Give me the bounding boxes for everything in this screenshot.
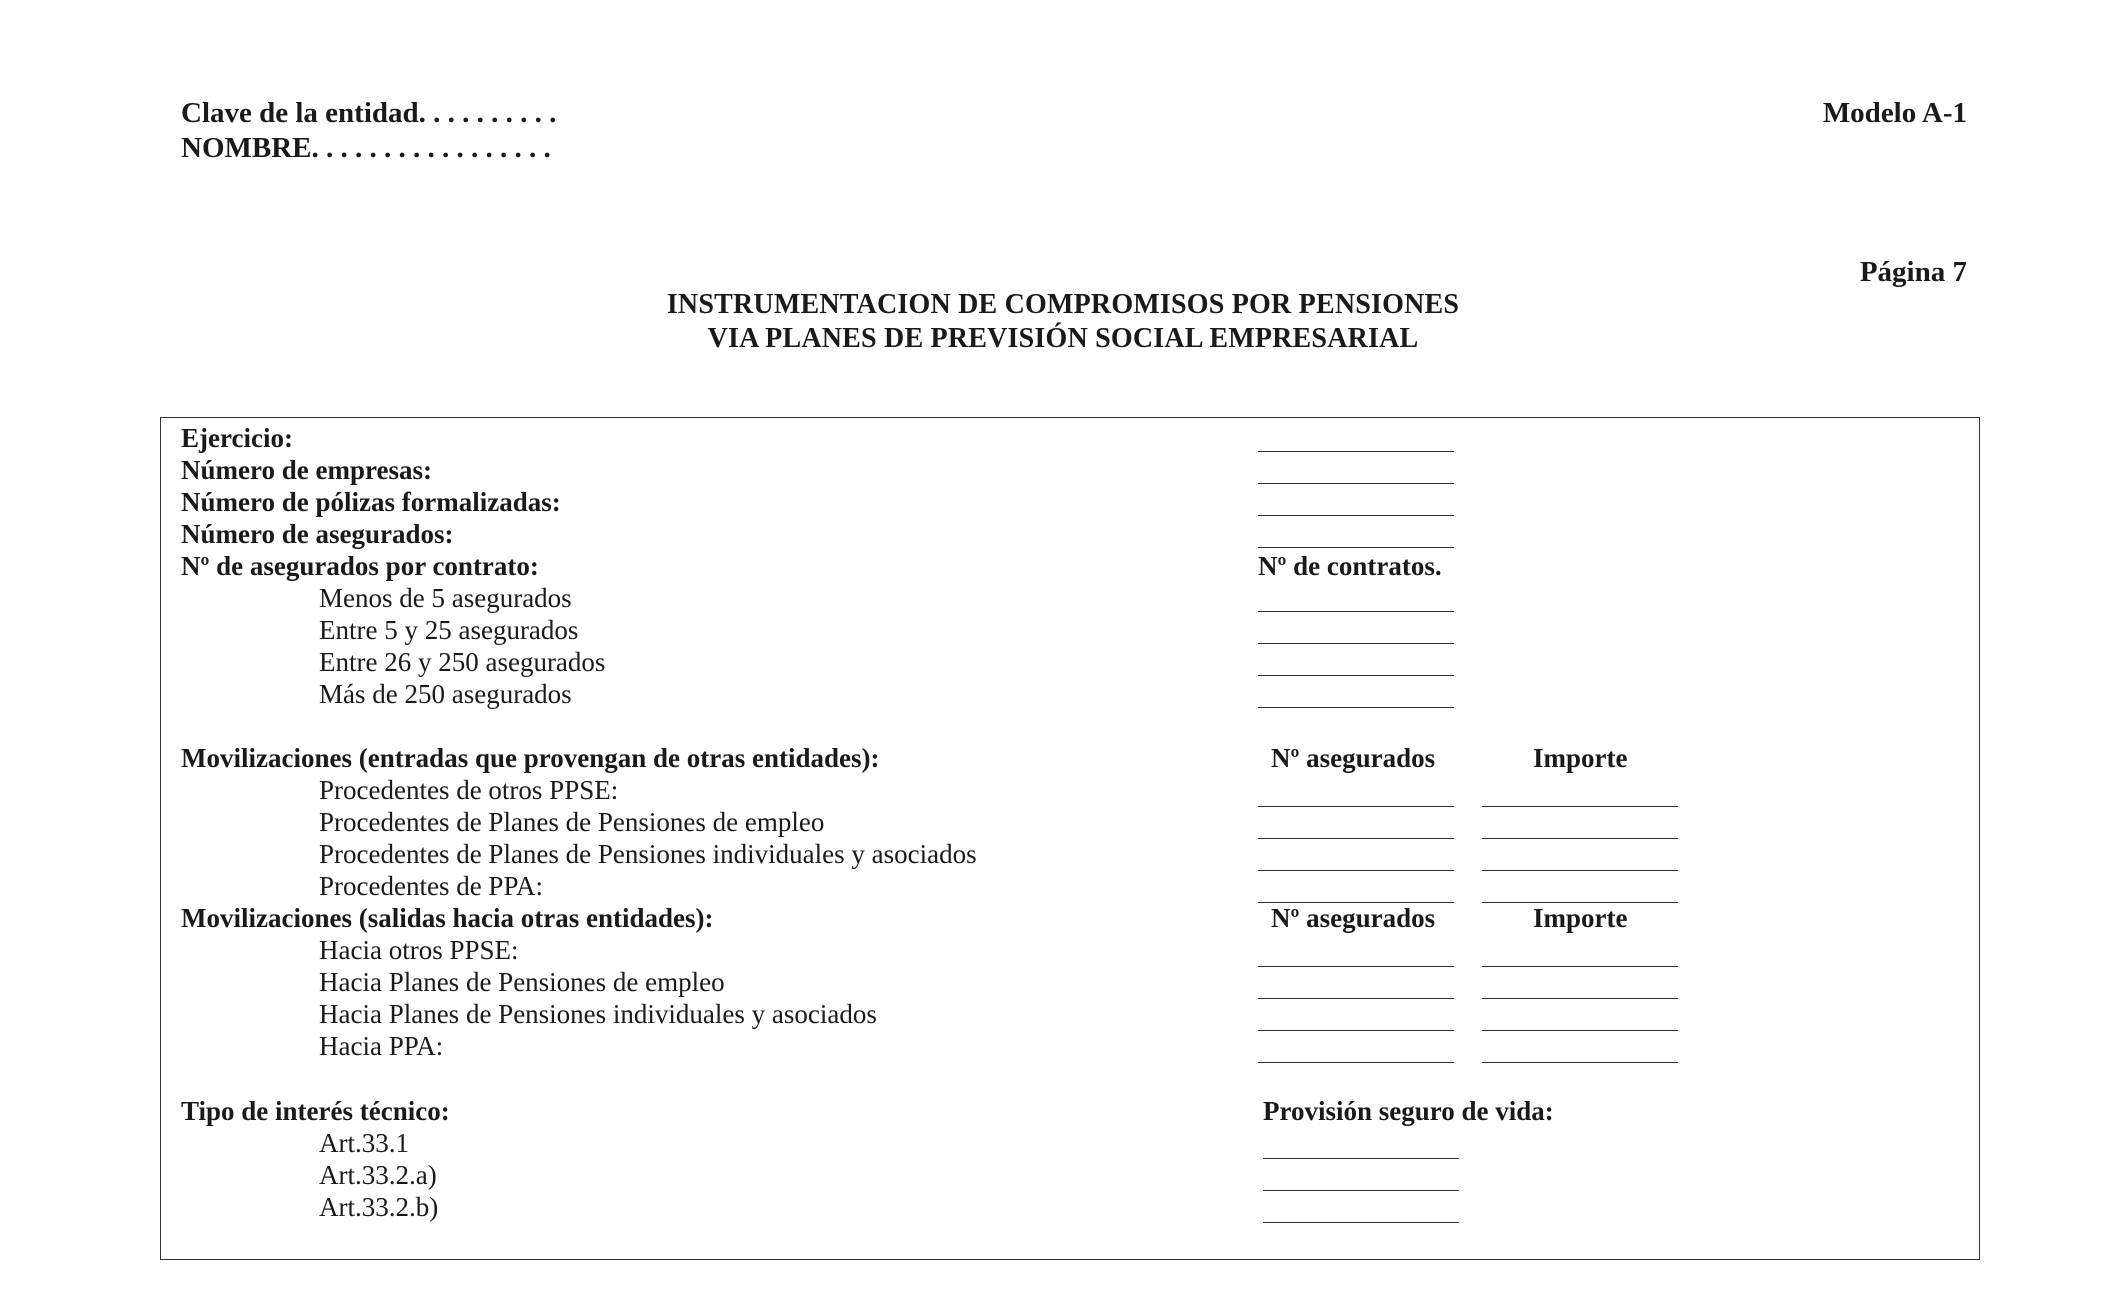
provision-field[interactable]: [1263, 1158, 1459, 1159]
rango-field[interactable]: [1258, 611, 1454, 612]
movilizaciones-salidas-label: Movilizaciones (salidas hacia otras entidades):: [181, 903, 714, 933]
salida-item: Hacia Planes de Pensiones de empleo: [319, 967, 725, 997]
rango-field[interactable]: [1258, 643, 1454, 644]
entrada-asegurados-field[interactable]: [1258, 870, 1454, 871]
modelo-label: Modelo A-1: [1822, 97, 1967, 129]
salida-importe-field[interactable]: [1482, 966, 1678, 967]
asegurados-por-contrato-label: Nº de asegurados por contrato:: [181, 551, 539, 581]
page-number: Página 7: [1859, 256, 1967, 288]
tipo-interes-label: Tipo de interés técnico:: [181, 1096, 450, 1126]
rango-field[interactable]: [1258, 675, 1454, 676]
provision-field[interactable]: [1263, 1190, 1459, 1191]
salida-asegurados-field[interactable]: [1258, 966, 1454, 967]
articulo-item: Art.33.1: [319, 1128, 409, 1158]
num-contratos-header: Nº de contratos.: [1258, 551, 1442, 581]
articulo-item: Art.33.2.b): [319, 1192, 439, 1222]
entrada-importe-field[interactable]: [1482, 806, 1678, 807]
salida-item: Hacia otros PPSE:: [319, 935, 519, 965]
salida-importe-field[interactable]: [1482, 1062, 1678, 1063]
salida-importe-field[interactable]: [1482, 998, 1678, 999]
rango-item: Entre 26 y 250 asegurados: [319, 647, 606, 677]
salida-asegurados-field[interactable]: [1258, 1062, 1454, 1063]
rango-item: Menos de 5 asegurados: [319, 583, 572, 613]
salida-importe-field[interactable]: [1482, 1030, 1678, 1031]
salida-item: Hacia Planes de Pensiones individuales y asociados: [319, 999, 877, 1029]
col-asegurados-header: Nº asegurados: [1271, 743, 1436, 773]
ejercicio-field[interactable]: [1258, 451, 1454, 452]
nombre-label: NOMBRE. . . . . . . . . . . . . . . . .: [181, 132, 551, 164]
entrada-importe-field[interactable]: [1482, 838, 1678, 839]
ejercicio-label: Ejercicio:: [181, 423, 293, 453]
num-polizas-label: Número de pólizas formalizadas:: [181, 487, 561, 517]
salida-item: Hacia PPA:: [319, 1031, 444, 1061]
col-importe-header: Importe: [1533, 743, 1628, 773]
entrada-item: Procedentes de PPA:: [319, 871, 543, 901]
movilizaciones-entradas-label: Movilizaciones (entradas que provengan de otras entidades):: [181, 743, 880, 773]
rango-field[interactable]: [1258, 707, 1454, 708]
entrada-item: Procedentes de Planes de Pensiones individuales y asociados: [319, 839, 977, 869]
clave-entidad-label: Clave de la entidad. . . . . . . . . .: [181, 97, 557, 129]
articulo-item: Art.33.2.a): [319, 1160, 437, 1190]
num-asegurados-label: Número de asegurados:: [181, 519, 454, 549]
num-asegurados-field[interactable]: [1258, 547, 1454, 548]
col-importe-header: Importe: [1533, 903, 1628, 933]
entrada-asegurados-field[interactable]: [1258, 806, 1454, 807]
entrada-item: Procedentes de Planes de Pensiones de empleo: [319, 807, 825, 837]
document-title-line2: VIA PLANES DE PREVISIÓN SOCIAL EMPRESARIAL: [707, 323, 1419, 354]
num-empresas-label: Número de empresas:: [181, 455, 432, 485]
salida-asegurados-field[interactable]: [1258, 1030, 1454, 1031]
document-title-line1: INSTRUMENTACION DE COMPROMISOS POR PENSIONES: [666, 289, 1460, 320]
rango-item: Entre 5 y 25 asegurados: [319, 615, 579, 645]
provision-field[interactable]: [1263, 1222, 1459, 1223]
rango-item: Más de 250 asegurados: [319, 679, 572, 709]
provision-header: Provisión seguro de vida:: [1263, 1096, 1554, 1126]
entrada-asegurados-field[interactable]: [1258, 838, 1454, 839]
num-polizas-field[interactable]: [1258, 515, 1454, 516]
col-asegurados-header: Nº asegurados: [1271, 903, 1436, 933]
num-empresas-field[interactable]: [1258, 483, 1454, 484]
salida-asegurados-field[interactable]: [1258, 998, 1454, 999]
entrada-importe-field[interactable]: [1482, 870, 1678, 871]
entrada-item: Procedentes de otros PPSE:: [319, 775, 619, 805]
